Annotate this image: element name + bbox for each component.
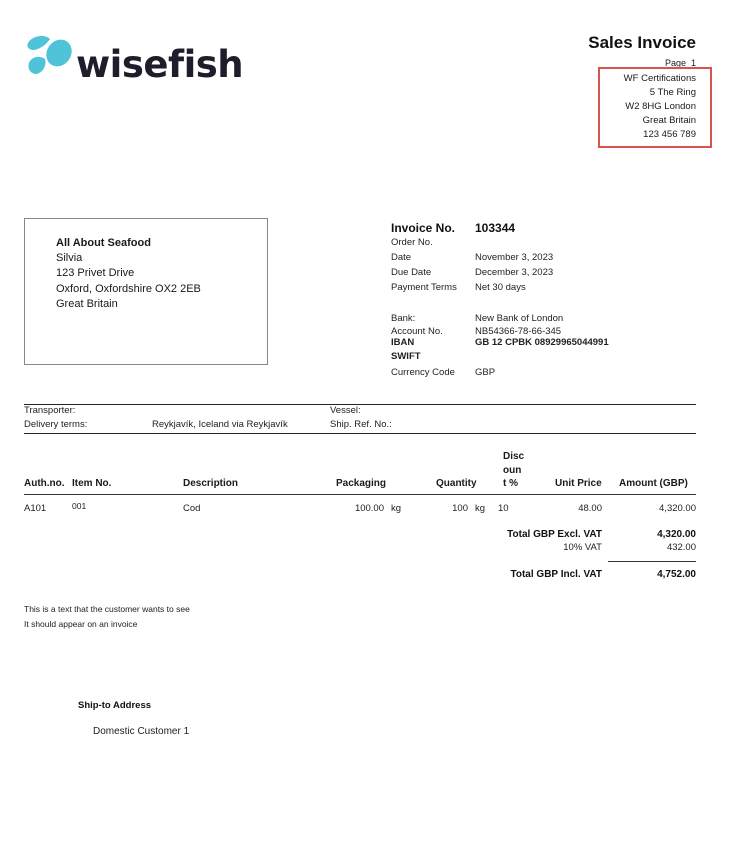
col-header-amount: Amount (GBP) — [619, 478, 688, 489]
customer-contact: Silvia — [56, 252, 83, 265]
customer-country: Great Britain — [56, 297, 118, 310]
payment-terms-label: Payment Terms — [391, 282, 457, 293]
row-quantity: 100 — [452, 503, 468, 514]
bill-to-address — [56, 236, 201, 312]
invoice-note: This is a text that the customer wants to see — [24, 604, 190, 614]
company-name: WF Certifications — [623, 73, 696, 84]
discount-header-line: oun — [503, 464, 522, 476]
fish-logo-icon — [26, 33, 74, 77]
shipping-bottom-rule — [24, 433, 696, 434]
table-row — [0, 503, 730, 517]
date-label: Date — [391, 252, 412, 263]
delivery-terms: Reykjavík, Iceland via Reykjavík — [152, 419, 288, 430]
currency-code-label: Currency Code — [391, 367, 455, 378]
company-street: 5 The Ring — [649, 86, 696, 98]
row-auth-no: A101 — [24, 503, 47, 514]
row-item-no: 001 — [72, 501, 87, 511]
company-logo — [26, 33, 256, 87]
invoice-date: November 3, 2023 — [475, 252, 554, 263]
vessel-label: Vessel: — [330, 405, 361, 416]
discount-header-line: t % — [503, 478, 518, 489]
invoice-note: It should appear on an invoice — [24, 619, 138, 629]
logo-wordmark: wisefish — [76, 43, 244, 86]
company-country: Great Britain — [642, 114, 696, 126]
order-number-label: Order No. — [391, 237, 433, 248]
row-unit-price: 48.00 — [578, 503, 602, 514]
due-date-label: Due Date — [391, 267, 432, 278]
vat-label: 10% VAT — [563, 542, 602, 553]
due-date: December 3, 2023 — [475, 267, 554, 278]
col-header-packaging: Packaging — [336, 478, 387, 489]
bank-label: Bank: — [391, 313, 416, 324]
ship-ref-label: Ship. Ref. No.: — [330, 419, 392, 430]
total-incl-vat-label: Total GBP Incl. VAT — [510, 569, 602, 580]
customer-street: 123 Privet Drive — [56, 267, 135, 280]
col-header-discount — [503, 450, 524, 491]
iban-value: GB 12 CPBK 08929965044991 — [475, 337, 609, 348]
swift-label: SWIFT — [391, 351, 421, 362]
ship-to-title: Ship-to Address — [78, 700, 152, 711]
col-header-unit-price: Unit Price — [555, 478, 602, 489]
account-label: Account No. — [391, 326, 443, 337]
page-number: 1 — [690, 58, 696, 68]
document-title: Sales Invoice — [588, 33, 696, 52]
col-header-description: Description — [183, 478, 239, 489]
customer-name: All About Seafood — [56, 237, 151, 249]
page-label: Page — [664, 58, 686, 68]
vat-value: 432.00 — [666, 542, 696, 553]
transporter-label: Transporter: — [24, 405, 76, 416]
col-header-item-no: Item No. — [72, 478, 112, 489]
currency-code: GBP — [475, 367, 496, 378]
account-number: NB54366-78-66-345 — [475, 326, 562, 337]
discount-header-line: Disc — [503, 451, 525, 462]
totals-rule — [608, 561, 696, 562]
row-amount: 4,320.00 — [659, 503, 696, 514]
company-address — [624, 72, 696, 142]
total-excl-vat-value: 4,320.00 — [657, 529, 696, 540]
invoice-number: 103344 — [475, 221, 516, 235]
col-header-quantity: Quantity — [436, 478, 477, 489]
row-quantity-unit: kg — [475, 503, 486, 514]
iban-label: IBAN — [391, 337, 415, 348]
delivery-terms-label: Delivery terms: — [24, 419, 88, 430]
row-packaging-unit: kg — [391, 503, 402, 514]
customer-city: Oxford, Oxfordshire OX2 2EB — [56, 282, 201, 295]
row-description: Cod — [183, 503, 201, 514]
ship-to-address: Domestic Customer 1 — [93, 726, 190, 737]
payment-terms: Net 30 days — [475, 282, 526, 293]
invoice-number-label: Invoice No. — [391, 221, 456, 235]
bank-name: New Bank of London — [475, 313, 564, 324]
row-discount: 10 — [498, 503, 509, 514]
total-excl-vat-label: Total GBP Excl. VAT — [507, 529, 602, 540]
col-header-auth-no: Auth.no. — [24, 478, 65, 489]
header-rule — [24, 494, 696, 495]
row-packaging: 100.00 — [354, 503, 384, 514]
company-phone: 123 456 789 — [643, 128, 696, 140]
total-incl-vat-value: 4,752.00 — [657, 569, 696, 580]
company-city: W2 8HG London — [625, 100, 696, 112]
